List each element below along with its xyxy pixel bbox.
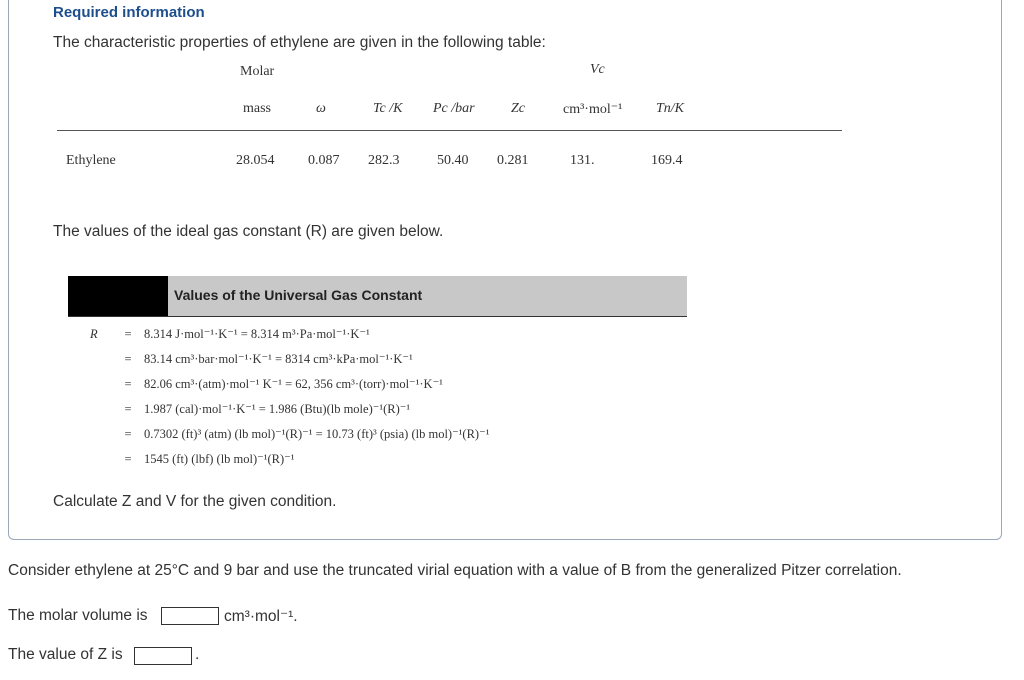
vc-group-header: Vc: [590, 62, 605, 77]
gas-constant-row: = 83.14 cm³·bar·mol⁻¹·K⁻¹ = 8314 cm³·kPa·mol⁻¹·K⁻¹: [124, 352, 413, 366]
r-symbol: R: [90, 327, 98, 341]
gas-constant-row: = 0.7302 (ft)³ (atm) (lb mol)⁻¹(R)⁻¹ = 10.73 (ft)³ (psia) (lb mol)⁻¹(R)⁻¹: [124, 427, 490, 441]
gas-constant-value: 82.06 cm³·(atm)·mol⁻¹ K⁻¹ = 62, 356 cm³·(torr)·mol⁻¹·K⁻¹: [144, 377, 443, 391]
gas-constant-divider: [68, 316, 687, 317]
question-text: Consider ethylene at 25°C and 9 bar and use the truncated virial equation with a value of B from the generalized Pitzer correlation.: [8, 562, 902, 579]
cell-mass: 28.054: [236, 153, 275, 168]
cell-pc: 50.40: [437, 153, 469, 168]
gas-constant-value: 8.314 J·mol⁻¹·K⁻¹ = 8.314 m³·Pa·mol⁻¹·K⁻¹: [144, 327, 370, 341]
z-value-input[interactable]: [134, 647, 192, 665]
z-value-label: The value of Z is: [8, 646, 123, 663]
gas-constant-row: = 1.987 (cal)·mol⁻¹·K⁻¹ = 1.986 (Btu)(lb mole)⁻¹(R)⁻¹: [124, 402, 411, 416]
col-header-omega: ω: [316, 101, 326, 116]
cell-tc: 282.3: [368, 153, 400, 168]
molar-volume-unit: cm³·mol⁻¹.: [224, 608, 298, 625]
gas-constant-row: = 1545 (ft) (lbf) (lb mol)⁻¹(R)⁻¹: [124, 452, 295, 466]
row-name-ethylene: Ethylene: [66, 153, 116, 168]
gas-constant-intro: The values of the ideal gas constant (R) are given below.: [53, 223, 444, 240]
z-value-suffix: .: [195, 646, 200, 663]
col-header-vc-unit: cm³·mol⁻¹: [563, 102, 623, 117]
cell-zc: 0.281: [497, 153, 529, 168]
col-header-zc: Zc: [511, 101, 525, 116]
gas-constant-row: = 82.06 cm³·(atm)·mol⁻¹ K⁻¹ = 62, 356 cm³·(torr)·mol⁻¹·K⁻¹: [124, 377, 443, 391]
col-header-mass: mass: [243, 101, 271, 116]
required-info-title: Required information: [53, 4, 205, 21]
molar-volume-input[interactable]: [161, 607, 219, 625]
molar-volume-label: The molar volume is: [8, 607, 148, 624]
gas-constant-row: R = 8.314 J·mol⁻¹·K⁻¹ = 8.314 m³·Pa·mol⁻¹·K⁻¹: [90, 327, 370, 341]
col-header-pc: Pc /bar: [433, 101, 475, 116]
header-black-block: [68, 276, 168, 316]
intro-text: The characteristic properties of ethylene are given in the following table:: [53, 34, 546, 51]
col-header-tn: Tn/K: [656, 101, 685, 116]
gas-constant-value: 0.7302 (ft)³ (atm) (lb mol)⁻¹(R)⁻¹ = 10.73 (ft)³ (psia) (lb mol)⁻¹(R)⁻¹: [144, 427, 490, 441]
gas-constant-value: 1545 (ft) (lbf) (lb mol)⁻¹(R)⁻¹: [144, 452, 295, 466]
cell-tn: 169.4: [651, 153, 683, 168]
cell-omega: 0.087: [308, 153, 340, 168]
col-header-tc: Tc /K: [373, 101, 403, 116]
gas-constant-table-title: Values of the Universal Gas Constant: [174, 287, 423, 303]
molar-group-header: Molar: [240, 64, 275, 79]
cell-vc: 131.: [570, 153, 595, 168]
calculate-instruction: Calculate Z and V for the given condition.: [53, 493, 337, 510]
gas-constant-table-header: [68, 276, 687, 316]
table-divider: [57, 130, 842, 131]
gas-constant-value: 83.14 cm³·bar·mol⁻¹·K⁻¹ = 8314 cm³·kPa·mol⁻¹·K⁻¹: [144, 352, 413, 366]
gas-constant-value: 1.987 (cal)·mol⁻¹·K⁻¹ = 1.986 (Btu)(lb mole)⁻¹(R)⁻¹: [144, 402, 411, 416]
